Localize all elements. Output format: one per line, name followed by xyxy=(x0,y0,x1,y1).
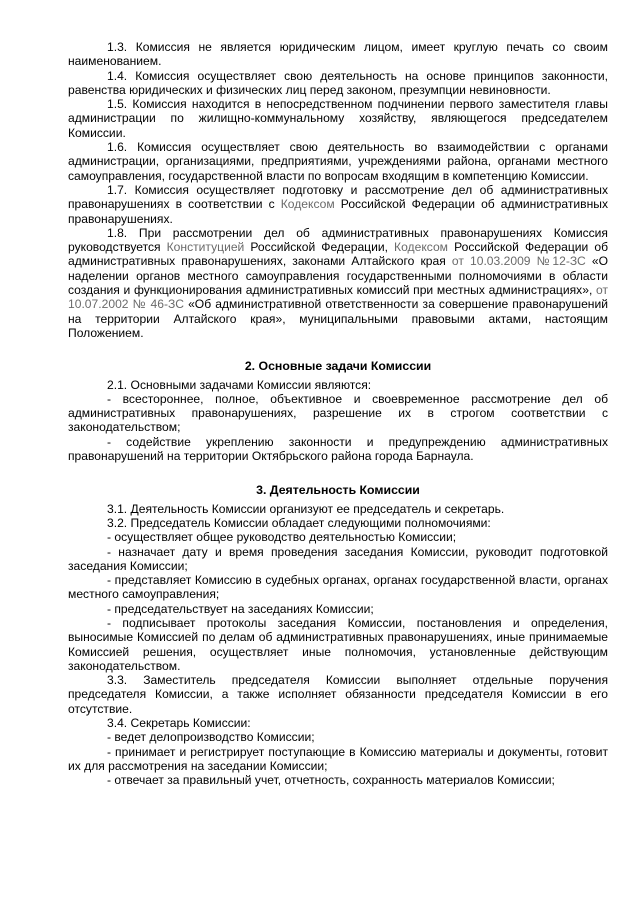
chair-power-item: - председательствует на заседаниях Комиссии; xyxy=(107,601,374,616)
paragraph-1-7 xyxy=(68,183,608,226)
paragraph-1-7-text-a: 1.7. Комиссия осуществляет подготовку и рассмотрение дел об административных правонарушениях в соответствии с xyxy=(68,182,608,212)
constitution-link[interactable]: Конституцией xyxy=(166,240,245,255)
paragraph-2-1: 2.1. Основными задачами Комиссии являются: xyxy=(107,377,372,392)
secretary-duty-item: - отвечает за правильный учет, отчетность, сохранность материалов Комиссии; xyxy=(107,773,555,788)
paragraph-1-5: 1.5. Комиссия находится в непосредственном подчинении первого заместителя главы администрации по жилищно-коммунальному хозяйству, являющегося председателем Комиссии. xyxy=(68,97,608,140)
paragraph-3-1: 3.1. Деятельность Комиссии организуют ее председатель и секретарь. xyxy=(107,501,505,516)
section-3-heading: 3. Деятельность Комиссии xyxy=(256,483,420,498)
task-item-1: - всестороннее, полное, объективное и своевременное рассмотрение дел об административных правонарушениях, разрешение их в строгом соответствии с законодательством; xyxy=(68,391,608,435)
paragraph-1-8-text-4: «О наделении органов местного самоуправления государственными полномочиями в области создания и функционирования административных комиссий при местных администрациях», xyxy=(68,254,608,298)
codex-link-2[interactable]: Кодексом xyxy=(394,240,448,255)
chair-power-item: - назначает дату и время проведения заседания Комиссии, руководит подготовкой заседания Комиссии; xyxy=(68,544,608,573)
paragraph-1-6: 1.6. Комиссия осуществляет свою деятельность во взаимодействии с органами администрации, организациями, предприятиями, учреждениями района, органами местного самоуправления, государственной власти по вопросам входящим в компетенцию Комиссии. xyxy=(68,140,608,183)
codex-link[interactable]: Кодексом xyxy=(280,197,335,212)
paragraph-1-8-text-3: Российской Федерации об административных правонарушениях, законами Алтайского края xyxy=(68,240,608,269)
paragraph-1-8 xyxy=(68,226,608,340)
secretary-duty-item: - ведет делопроизводство Комиссии; xyxy=(107,730,315,745)
paragraph-3-2: 3.2. Председатель Комиссии обладает следующими полномочиями: xyxy=(107,515,491,530)
document-body xyxy=(68,40,608,788)
paragraph-1-3: 1.3. Комиссия не является юридическим лицом, имеет круглую печать со своим наименованием. xyxy=(68,40,608,69)
paragraph-1-8-text-1: 1.8. При рассмотрении дел об административных правонарушениях Комиссия руководствуется xyxy=(68,225,608,255)
task-item-2: - содействие укреплению законности и предупреждению административных правонарушений на территории Октябрьского района города Барнаула. xyxy=(68,434,608,464)
paragraph-3-3: 3.3. Заместитель председателя Комиссии выполняет отдельные поручения председателя Комиссии, а также исполняет обязанности председателя Комиссии в его отсутствие. xyxy=(68,673,608,716)
law-46-zs-link[interactable]: от 10.07.2002 № 46-ЗС xyxy=(68,283,608,312)
paragraph-3-4: 3.4. Секретарь Комиссии: xyxy=(107,716,251,731)
paragraph-1-7-text-b: Российской Федерации об административных правонарушениях. xyxy=(68,197,609,226)
chair-power-item: - представляет Комиссию в судебных органах, органах государственной власти, органах местного самоуправления; xyxy=(68,573,608,602)
paragraph-1-4: 1.4. Комиссия осуществляет свою деятельность на основе принципов законности, равенства юридических и физических лиц перед законом, презумпции невиновности. xyxy=(68,68,608,97)
secretary-duty-item: - принимает и регистрирует поступающие в Комиссию материалы и документы, готовит их для рассмотрения на заседании Комиссии; xyxy=(68,744,608,773)
law-12-zs-link[interactable]: от 10.03.2009 №12-ЗС xyxy=(451,254,586,269)
paragraph-1-8-text-2: Российской Федерации, xyxy=(244,240,395,255)
chair-power-item: - осуществляет общее руководство деятельностью Комиссии; xyxy=(107,530,457,545)
chair-power-item: - подписывает протоколы заседания Комиссии, постановления и определения, выносимые Комиссией по делам об административных правонарушениях, иные принимаемые Комиссией решения, осуществляет иные полномочия, установленные действующим законодательством. xyxy=(68,615,608,673)
paragraph-1-8-text-5: «Об административной ответственности за совершение правонарушений на территории Алтайского края», муниципальными правовыми актами, настоящим Положением. xyxy=(68,297,608,340)
section-2-heading: 2. Основные задачи Комиссии xyxy=(244,359,432,374)
